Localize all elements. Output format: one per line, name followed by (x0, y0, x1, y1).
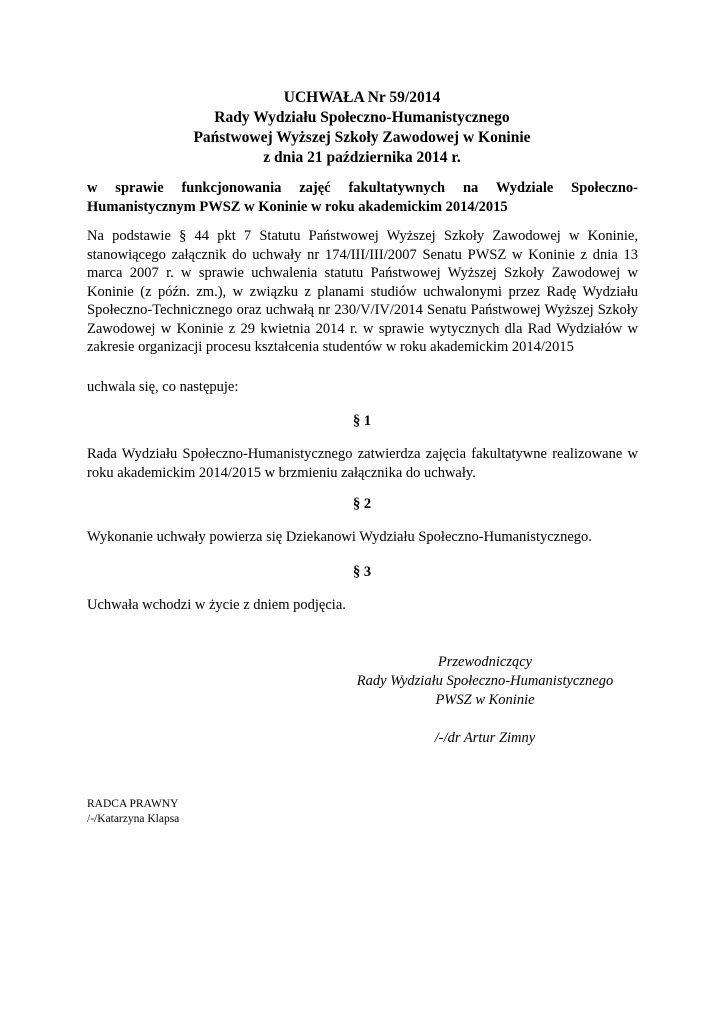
institution-name: Państwowej Wyższej Szkoły Zawodowej w Koninie (193, 129, 531, 146)
section-2-mark: § 2 (352, 496, 372, 512)
signature-institution: PWSZ w Koninie (435, 692, 535, 708)
signature-body: Rady Wydziału Społeczno-Humanistycznego (356, 673, 614, 689)
legal-counsel-block (87, 797, 179, 827)
signature-signer: /-/dr Artur Zimny (434, 730, 536, 746)
council-name: Rady Wydziału Społeczno-Humanistycznego (214, 109, 510, 126)
resolution-date: z dnia 21 października 2014 r. (263, 149, 461, 166)
chairman-signature-block (340, 653, 630, 748)
resolution-subject: w sprawie funkcjonowania zajęć fakultatywnych na Wydziale Społeczno-Humanistycznym PWSZ w Koninie w roku akademickim 2014/2015 (87, 180, 638, 215)
section-3-text: Uchwała wchodzi w życie z dniem podjęcia. (87, 597, 346, 613)
section-1-mark: § 1 (352, 413, 372, 429)
counsel-name: /-/Katarzyna Klapsa (87, 813, 180, 825)
counsel-title: RADCA PRAWNY (87, 798, 179, 810)
section-3-mark: § 3 (352, 564, 372, 580)
resolution-number: UCHWAŁA Nr 59/2014 (283, 89, 441, 106)
signature-role: Przewodniczący (437, 654, 533, 670)
section-2-text: Wykonanie uchwały powierza się Dziekanowi Wydziału Społeczno-Humanistycznego. (87, 529, 592, 545)
resolution-header (0, 88, 724, 168)
resolves-clause: uchwala się, co następuje: (87, 379, 239, 395)
section-1-text: Rada Wydziału Społeczno-Humanistycznego zatwierdza zajęcia fakultatywne realizowane w roku akademickim 2014/2015 w brzmieniu załącznika do uchwały. (87, 446, 638, 481)
legal-basis-paragraph: Na podstawie § 44 pkt 7 Statutu Państwowej Wyższej Szkoły Zawodowej w Koninie, stanowiącego załącznik do uchwały nr 174/III/III/2007 Senatu PWSZ w Koninie z dnia 13 marca 2007 r. w sprawie uchwalenia statutu Państwowej Wyższej Szkoły Zawodowej w Koninie (z późn. zm.), w związku z planami studiów uchwalonymi przez Radę Wydziału Społeczno-Technicznego oraz uchwałą nr 230/V/IV/2014 Senatu Państwowej Wyższej Szkoły Zawodowej w Koninie z 29 kwietnia 2014 r. w sprawie wytycznych dla Rad Wydziałów w zakresie organizacji procesu kształcenia studentów w roku akademickim 2014/2015 (87, 228, 638, 355)
